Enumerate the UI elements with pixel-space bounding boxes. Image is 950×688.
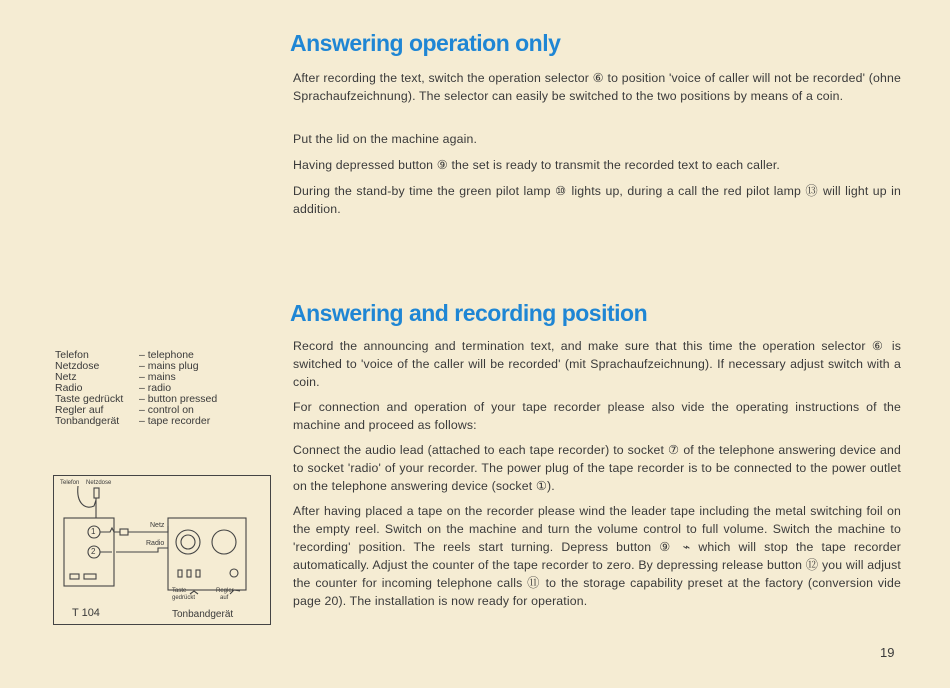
telephone-lead — [78, 486, 96, 507]
radio-label: Radio — [146, 540, 165, 547]
radio-cable — [100, 548, 168, 552]
indicator-icon — [70, 574, 79, 579]
taste-label: Taste — [172, 588, 187, 594]
socket-2-label: 2 — [91, 547, 96, 556]
legend-german: Regler auf — [55, 404, 104, 416]
legend-english: – mains — [139, 371, 176, 383]
mains-plug-icon — [94, 488, 99, 498]
legend-row — [55, 361, 217, 372]
legend-english: – control on — [139, 404, 194, 416]
section1-paragraph-1: After recording the text, switch the operation selector ⑥ to position 'voice of caller will not be recorded' (ohne Sprachaufzeichnung). The selector can easily be switched to the two positions by means of a coin. — [293, 71, 901, 103]
reel-icon — [176, 530, 200, 554]
legend-german: Netz — [55, 371, 77, 383]
legend — [55, 350, 217, 427]
section2-paragraph-4: After having placed a tape on the recorder please wind the leader tape including the metal switching foil on the empty reel. Switch on the machine and turn the volume control to full volume. Switch the machine to 'recording' position. The reels start turning. Depress button ⑨ ⌁ which will stop the tape recorder automatically. Adjust the counter of the tape recorder to zero. By depressing release button ⑫ you will adjust the counter for incoming telephone calls ⑪ to the storage capability preset at the factory (conversion vide page 20). The installation is now ready for operation. — [293, 504, 901, 608]
legend-english: – button pressed — [139, 393, 218, 405]
reel-hub-icon — [181, 535, 195, 549]
reel-icon — [212, 530, 236, 554]
key-icon — [196, 570, 200, 577]
page-number: 19 — [880, 645, 895, 660]
legend-german: Netzdose — [55, 360, 100, 372]
section1-paragraph-3: Having depressed button ⑨ the set is ready to transmit the recorded text to each caller. — [293, 158, 780, 172]
plug-icon — [120, 529, 128, 535]
telefon-label: Telefon — [60, 480, 80, 486]
section1-paragraph-4: During the stand-by time the green pilot lamp ⑩ lights up, during a call the red pilot lamp ⑬ will light up in addition. — [293, 184, 901, 216]
legend-english: – telephone — [139, 349, 194, 361]
gedrueckt-label: gedrückt — [172, 595, 196, 601]
pointer-icon — [190, 591, 198, 594]
legend-english: – radio — [139, 382, 172, 394]
netz-label: Netz — [150, 522, 165, 529]
tape-recorder-label: Tonbandgerät — [172, 609, 234, 620]
legend-german: Radio — [55, 382, 83, 394]
control-knob-icon — [230, 569, 238, 577]
tape-recorder-outline — [168, 518, 246, 590]
legend-german: Tonbandgerät — [55, 415, 120, 427]
legend-german: Taste gedrückt — [55, 393, 124, 405]
netzdose-label: Netzdose — [86, 480, 112, 486]
t104-label: T 104 — [72, 607, 100, 619]
section2-paragraph-1: Record the announcing and termination text, and make sure that this time the operation selector ⑥ is switched to 'voice of the caller will be recorded' (mit Sprachaufzeichnung). If necessary adjust switch with a coin. — [293, 339, 901, 389]
section2-title: Answering and recording position — [290, 300, 648, 326]
section1-title: Answering operation only — [290, 30, 561, 56]
regler-label: Regler — [216, 588, 234, 594]
legend-english: – tape recorder — [139, 415, 211, 427]
key-icon — [178, 570, 182, 577]
key-icon — [187, 570, 191, 577]
legend-english: – mains plug — [139, 360, 199, 372]
diagram-drawing — [54, 476, 272, 626]
section2-paragraph-3: Connect the audio lead (attached to each tape recorder) to socket ⑦ of the telephone answering device and to socket 'radio' of your recorder. The power plug of the tape recorder is to be connected to the power outlet on the telephone answering device (socket ①). — [293, 443, 901, 493]
section1-paragraph-2: Put the lid on the machine again. — [293, 132, 478, 146]
indicator-icon — [84, 574, 96, 579]
legend-german: Telefon — [55, 349, 89, 361]
legend-row — [55, 416, 217, 427]
section2-paragraph-2: For connection and operation of your tape recorder please also vide the operating instructions of the machine and proceed as follows: — [293, 400, 901, 432]
auf-label: auf — [220, 595, 229, 601]
netz-cable — [100, 528, 120, 532]
socket-1-label: 1 — [91, 527, 96, 536]
connection-diagram — [53, 475, 271, 625]
